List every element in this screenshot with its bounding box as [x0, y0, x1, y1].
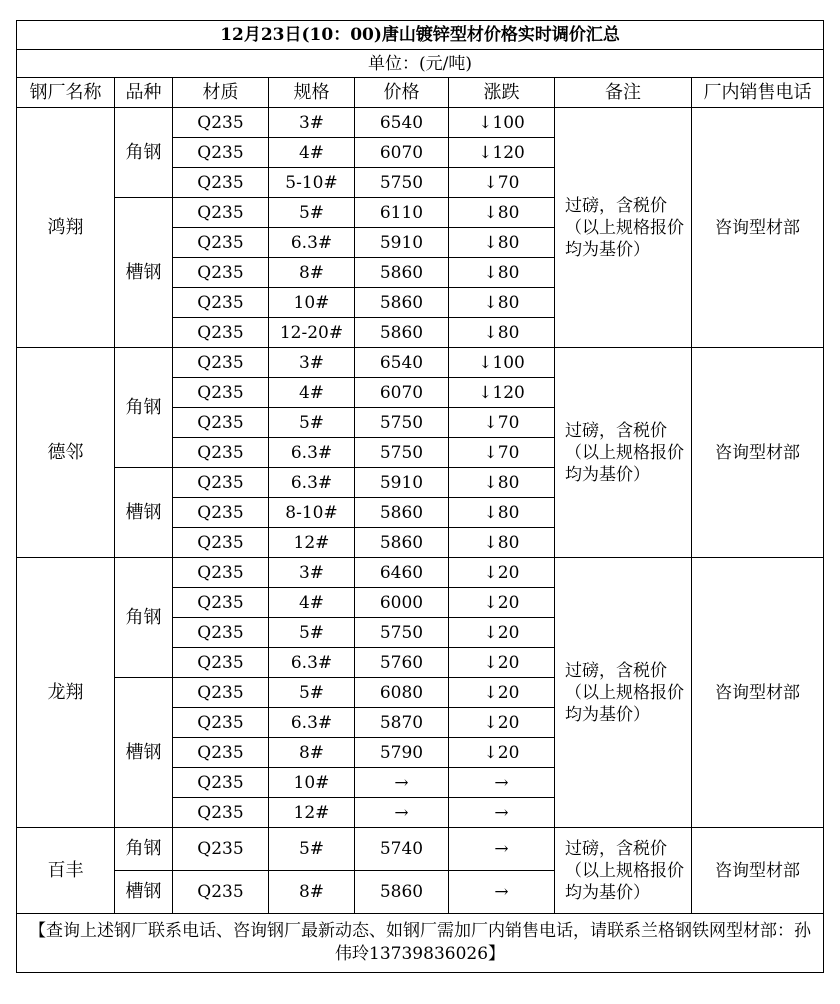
material-cell: Q235 [173, 648, 269, 678]
price-cell: 5860 [355, 528, 449, 558]
change-cell: ↓80 [449, 288, 555, 318]
price-cell: 5860 [355, 498, 449, 528]
change-cell: ↓20 [449, 648, 555, 678]
material-cell: Q235 [173, 138, 269, 168]
spec-cell: 6.3# [269, 228, 355, 258]
material-cell: Q235 [173, 348, 269, 378]
change-cell: ↓100 [449, 108, 555, 138]
material-cell: Q235 [173, 258, 269, 288]
price-cell: 6110 [355, 198, 449, 228]
change-cell: → [449, 768, 555, 798]
header-price: 价格 [355, 78, 449, 108]
material-cell: Q235 [173, 708, 269, 738]
table-title: 12月23日(10：00)唐山镀锌型材价格实时调价汇总 [17, 21, 824, 50]
material-cell: Q235 [173, 678, 269, 708]
material-cell: Q235 [173, 198, 269, 228]
note-cell: 过磅，含税价（以上规格报价均为基价） [555, 828, 692, 914]
price-cell: 5760 [355, 648, 449, 678]
category-name: 槽钢 [115, 198, 173, 348]
unit-label: 单位：(元/吨) [17, 50, 824, 78]
price-cell: → [355, 798, 449, 828]
material-cell: Q235 [173, 528, 269, 558]
change-cell: ↓100 [449, 348, 555, 378]
mill-name: 百丰 [17, 828, 115, 914]
material-cell: Q235 [173, 288, 269, 318]
footer-row [17, 914, 824, 973]
price-cell: 5750 [355, 168, 449, 198]
material-cell: Q235 [173, 768, 269, 798]
price-cell: 6070 [355, 378, 449, 408]
header-spec: 规格 [269, 78, 355, 108]
change-cell: ↓70 [449, 408, 555, 438]
material-cell: Q235 [173, 318, 269, 348]
spec-cell: 8# [269, 258, 355, 288]
change-cell: ↓80 [449, 498, 555, 528]
material-cell: Q235 [173, 558, 269, 588]
price-summary-table [16, 20, 824, 973]
price-cell: 5860 [355, 871, 449, 914]
change-cell: ↓80 [449, 258, 555, 288]
header-row [17, 78, 824, 108]
material-cell: Q235 [173, 828, 269, 871]
spec-cell: 3# [269, 108, 355, 138]
price-cell: 5860 [355, 318, 449, 348]
table-row [17, 348, 824, 378]
change-cell: ↓20 [449, 618, 555, 648]
spec-cell: 3# [269, 348, 355, 378]
spec-cell: 6.3# [269, 468, 355, 498]
spec-cell: 4# [269, 138, 355, 168]
change-cell: ↓20 [449, 708, 555, 738]
spec-cell: 8-10# [269, 498, 355, 528]
price-cell: 5860 [355, 258, 449, 288]
spec-cell: 12# [269, 528, 355, 558]
spec-cell: 5# [269, 408, 355, 438]
note-cell: 过磅，含税价（以上规格报价均为基价） [555, 108, 692, 348]
spec-cell: 8# [269, 738, 355, 768]
spec-cell: 5# [269, 198, 355, 228]
spec-cell: 4# [269, 378, 355, 408]
spec-cell: 6.3# [269, 708, 355, 738]
price-cell: 5870 [355, 708, 449, 738]
footer-contact-note: 【查询上述钢厂联系电话、咨询钢厂最新动态、如钢厂需加厂内销售电话，请联系兰格钢铁网型材部：孙伟玲13739836026】 [17, 914, 824, 973]
price-cell: 6460 [355, 558, 449, 588]
spec-cell: 5# [269, 618, 355, 648]
material-cell: Q235 [173, 871, 269, 914]
mill-name: 德邻 [17, 348, 115, 558]
change-cell: ↓20 [449, 558, 555, 588]
price-cell: 5750 [355, 408, 449, 438]
category-name: 角钢 [115, 348, 173, 468]
spec-cell: 4# [269, 588, 355, 618]
material-cell: Q235 [173, 618, 269, 648]
spec-cell: 3# [269, 558, 355, 588]
mill-name: 龙翔 [17, 558, 115, 828]
header-material: 材质 [173, 78, 269, 108]
spec-cell: 5# [269, 828, 355, 871]
change-cell: → [449, 828, 555, 871]
change-cell: ↓80 [449, 228, 555, 258]
spec-cell: 5-10# [269, 168, 355, 198]
table-row [17, 828, 824, 871]
header-note: 备注 [555, 78, 692, 108]
table-row [17, 108, 824, 138]
price-cell: 5790 [355, 738, 449, 768]
material-cell: Q235 [173, 168, 269, 198]
note-cell: 过磅，含税价（以上规格报价均为基价） [555, 348, 692, 558]
price-cell: 6000 [355, 588, 449, 618]
category-name: 槽钢 [115, 678, 173, 828]
material-cell: Q235 [173, 588, 269, 618]
spec-cell: 10# [269, 768, 355, 798]
category-name: 槽钢 [115, 871, 173, 914]
change-cell: → [449, 871, 555, 914]
price-cell: 6540 [355, 108, 449, 138]
spec-cell: 6.3# [269, 648, 355, 678]
spec-cell: 6.3# [269, 438, 355, 468]
price-cell: → [355, 768, 449, 798]
change-cell: ↓20 [449, 738, 555, 768]
price-cell: 6080 [355, 678, 449, 708]
contact-cell: 咨询型材部 [692, 108, 824, 348]
change-cell: → [449, 798, 555, 828]
price-cell: 6540 [355, 348, 449, 378]
change-cell: ↓80 [449, 468, 555, 498]
material-cell: Q235 [173, 378, 269, 408]
material-cell: Q235 [173, 408, 269, 438]
spec-cell: 12-20# [269, 318, 355, 348]
change-cell: ↓70 [449, 168, 555, 198]
change-cell: ↓120 [449, 378, 555, 408]
mill-name: 鸿翔 [17, 108, 115, 348]
change-cell: ↓80 [449, 528, 555, 558]
spec-cell: 12# [269, 798, 355, 828]
change-cell: ↓80 [449, 318, 555, 348]
category-name: 槽钢 [115, 468, 173, 558]
header-change: 涨跌 [449, 78, 555, 108]
material-cell: Q235 [173, 468, 269, 498]
change-cell: ↓20 [449, 678, 555, 708]
change-cell: ↓120 [449, 138, 555, 168]
material-cell: Q235 [173, 228, 269, 258]
spec-cell: 5# [269, 678, 355, 708]
price-cell: 5750 [355, 618, 449, 648]
change-cell: ↓20 [449, 588, 555, 618]
spec-cell: 10# [269, 288, 355, 318]
category-name: 角钢 [115, 558, 173, 678]
change-cell: ↓80 [449, 198, 555, 228]
header-mill: 钢厂名称 [17, 78, 115, 108]
price-cell: 5750 [355, 438, 449, 468]
table-row [17, 558, 824, 588]
category-name: 角钢 [115, 828, 173, 871]
price-cell: 5910 [355, 468, 449, 498]
price-cell: 5910 [355, 228, 449, 258]
contact-cell: 咨询型材部 [692, 348, 824, 558]
material-cell: Q235 [173, 108, 269, 138]
contact-cell: 咨询型材部 [692, 828, 824, 914]
material-cell: Q235 [173, 438, 269, 468]
header-category: 品种 [115, 78, 173, 108]
category-name: 角钢 [115, 108, 173, 198]
material-cell: Q235 [173, 798, 269, 828]
contact-cell: 咨询型材部 [692, 558, 824, 828]
price-cell: 5860 [355, 288, 449, 318]
spec-cell: 8# [269, 871, 355, 914]
header-contact: 厂内销售电话 [692, 78, 824, 108]
change-cell: ↓70 [449, 438, 555, 468]
price-cell: 6070 [355, 138, 449, 168]
price-cell: 5740 [355, 828, 449, 871]
note-cell: 过磅，含税价（以上规格报价均为基价） [555, 558, 692, 828]
material-cell: Q235 [173, 498, 269, 528]
material-cell: Q235 [173, 738, 269, 768]
